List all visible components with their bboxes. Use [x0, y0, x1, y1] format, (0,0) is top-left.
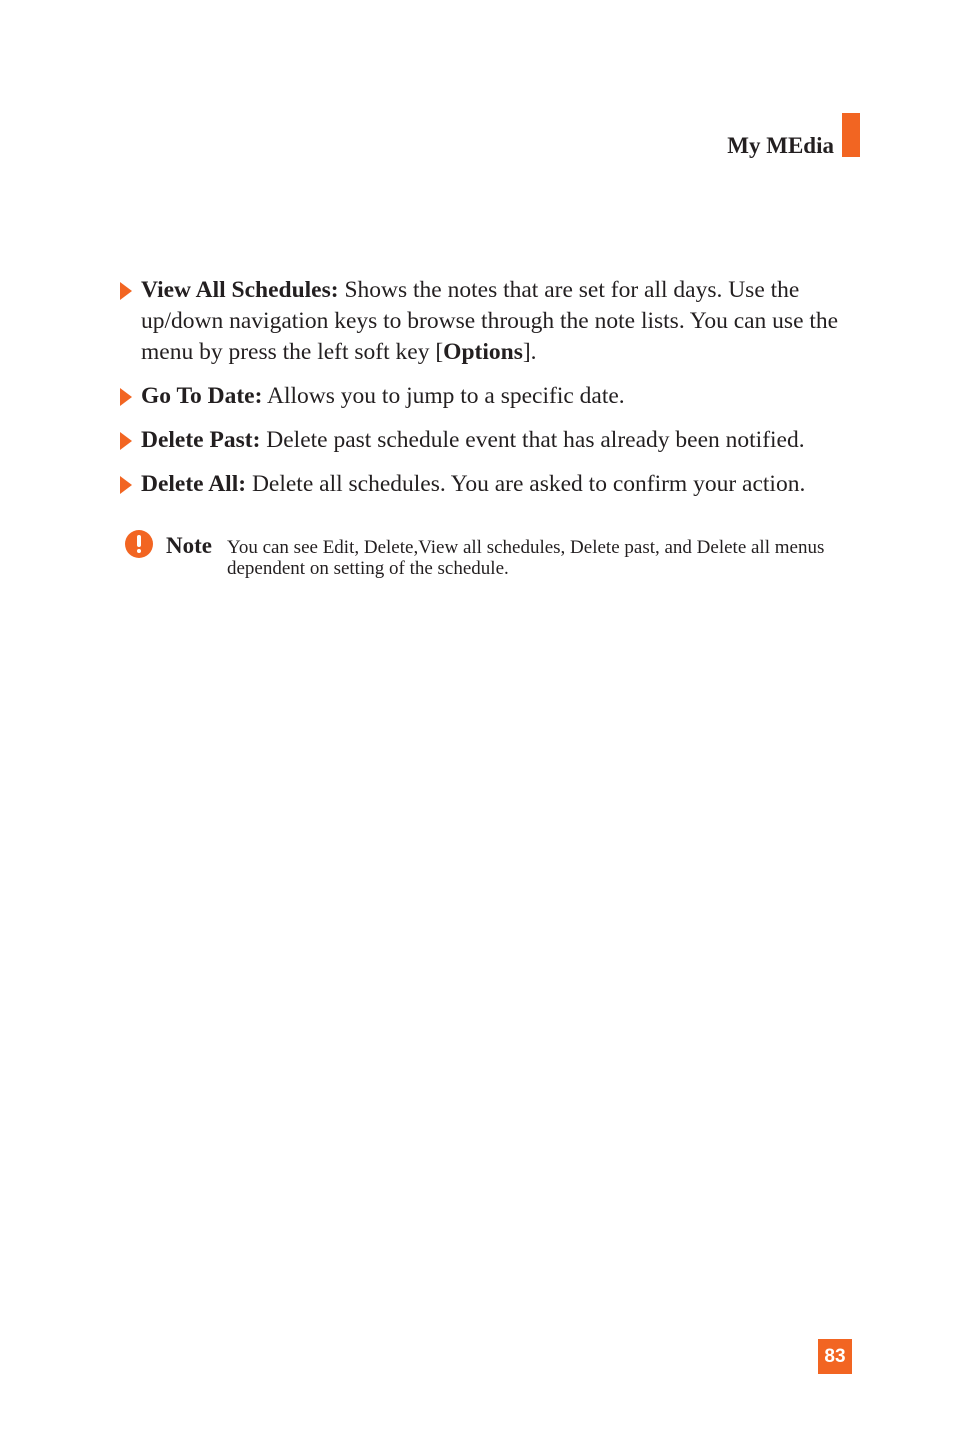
- bullet-arrow-icon: [120, 388, 132, 406]
- item-term: Delete All:: [141, 471, 247, 497]
- list-item-go-to-date: [118, 381, 858, 412]
- section-title: My MEdia: [727, 133, 834, 158]
- bullet-arrow-icon: [120, 282, 132, 300]
- item-term: View All Schedules:: [141, 277, 339, 303]
- bullet-arrow-icon: [120, 432, 132, 450]
- note-label: Note: [166, 533, 212, 558]
- note-text: You can see Edit, Delete,View all schedules, Delete past, and Delete all menus dependent on setting of the schedule.: [227, 537, 825, 579]
- list-item-delete-past: [118, 425, 858, 456]
- item-text: Shows the notes that are set for all days. Use the up/down navigation keys to browse through the note lists. You can use the menu by press the left soft key [: [141, 277, 839, 365]
- item-text: Allows you to jump to a specific date.: [262, 383, 625, 409]
- item-text: Delete past schedule event that has already been notified.: [260, 427, 805, 453]
- list-item-view-all-schedules: [118, 275, 858, 368]
- exclamation-icon: [125, 530, 153, 558]
- section-tab-marker: [842, 113, 860, 157]
- feature-list: [118, 275, 858, 513]
- bullet-arrow-icon: [120, 476, 132, 494]
- item-text: Delete all schedules. You are asked to confirm your action.: [246, 471, 806, 497]
- item-term: Go To Date:: [141, 383, 263, 409]
- item-text-end: ].: [522, 339, 537, 365]
- item-emphasis: Options: [443, 339, 523, 365]
- item-term: Delete Past:: [141, 427, 261, 453]
- list-item-delete-all: [118, 469, 858, 500]
- page-number: 83: [818, 1339, 852, 1374]
